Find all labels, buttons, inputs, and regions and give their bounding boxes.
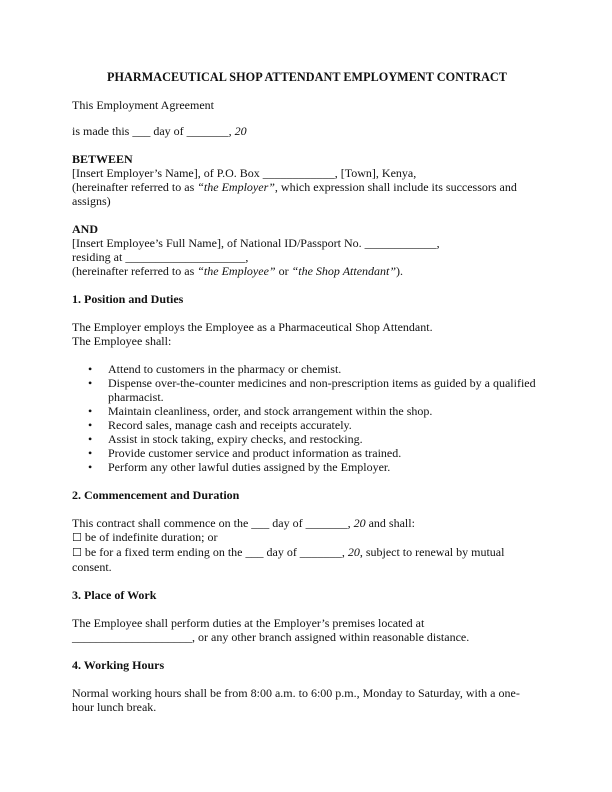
section-4-heading: 4. Working Hours [72,658,165,672]
fixed-term-text: be for a fixed term ending on the ___ day of _______ [81,545,342,559]
duty-text: Assist in stock taking, expiry checks, and restocking. [108,432,363,446]
bullet-icon: • [88,446,93,460]
and-heading: AND [72,222,98,236]
duty-item [72,404,542,418]
fixed-term-year: , 20 [341,545,360,559]
employer-definition-line [72,180,542,208]
duty-text: Dispense over-the-counter medicines and non-prescription items as guided by a qualified pharmacist. [108,376,536,404]
employee-definition-term: “the Employee” [197,264,276,278]
position-statement: The Employer employs the Employee as a Pharmaceutical Shop Attendant. [72,320,433,334]
bullet-icon: • [88,432,93,446]
employer-party-block [72,152,542,208]
duty-text: Attend to customers in the pharmacy or chemist. [108,362,342,376]
working-hours-text: Normal working hours shall be from 8:00 a.m. to 6:00 p.m., Monday to Saturday, with a one-hour lunch break. [72,686,520,714]
bullet-icon: • [88,460,93,474]
employer-name-line: [Insert Employer’s Name], of P.O. Box ____________, [Town], Kenya, [72,166,417,180]
employee-residence-line: residing at ____________________, [72,250,249,264]
duties-intro: The Employee shall: [72,334,172,348]
employer-definition-term: “the Employer” [197,180,275,194]
employee-definition-pre: (hereinafter referred to as [72,264,198,278]
commencement-year: , 20 [347,516,366,530]
duties-list [72,362,542,474]
employer-definition-post: , which expression shall include its successors and assigns) [72,180,517,208]
employee-name-line: [Insert Employee’s Full Name], of National ID/Passport No. ____________, [72,236,440,250]
employee-party-block [72,222,542,278]
duty-item [72,418,542,432]
shop-attendant-term: “the Shop Attendant” [291,264,397,278]
commencement-block [72,516,542,574]
fixed-term-post: , subject to renewal by mutual consent. [72,545,505,574]
bullet-icon: • [88,376,93,390]
indefinite-duration-text: be of indefinite duration; or [81,530,218,544]
section-1-heading: 1. Position and Duties [72,292,184,306]
duty-text: Record sales, manage cash and receipts accurately. [108,418,352,432]
duty-text: Maintain cleanliness, order, and stock arrangement within the shop. [108,404,433,418]
duty-text: Perform any other lawful duties assigned by the Employer. [108,460,391,474]
between-heading: BETWEEN [72,152,133,166]
duty-text: Provide customer service and product information as trained. [108,446,402,460]
intro-line: This Employment Agreement [72,98,214,112]
place-of-work-text: The Employee shall perform duties at the Employer’s premises located at ____________________, or any other branch assigned within reasonable distance. [72,616,470,644]
bullet-icon: • [88,362,93,376]
made-date-line [72,124,542,138]
indefinite-duration-option [72,530,542,545]
section-3-heading: 3. Place of Work [72,588,157,602]
employee-definition-post: ). [396,264,404,278]
duty-item [72,362,542,376]
employer-definition-pre: (hereinafter referred to as [72,180,198,194]
duty-item [72,432,542,446]
section-2-heading: 2. Commencement and Duration [72,488,240,502]
contract-page [72,70,542,714]
employee-definition-mid: or [275,264,292,278]
commencement-line [72,516,542,530]
duty-item [72,446,542,460]
bullet-icon: • [88,418,93,432]
made-year-text: , 20 [228,124,247,138]
commencement-post: and shall: [365,516,415,530]
fixed-term-option [72,545,542,574]
checkbox-icon[interactable]: ☐ [72,546,82,559]
commencement-text: This contract shall commence on the ___ day of _______ [72,516,348,530]
checkbox-icon[interactable]: ☐ [72,531,82,544]
duty-item [72,460,542,474]
document-title: PHARMACEUTICAL SHOP ATTENDANT EMPLOYMENT CONTRACT [107,70,507,84]
bullet-icon: • [88,404,93,418]
made-date-text: is made this ___ day of _______ [72,124,229,138]
employee-definition-line [72,264,542,278]
duty-item [72,376,542,404]
